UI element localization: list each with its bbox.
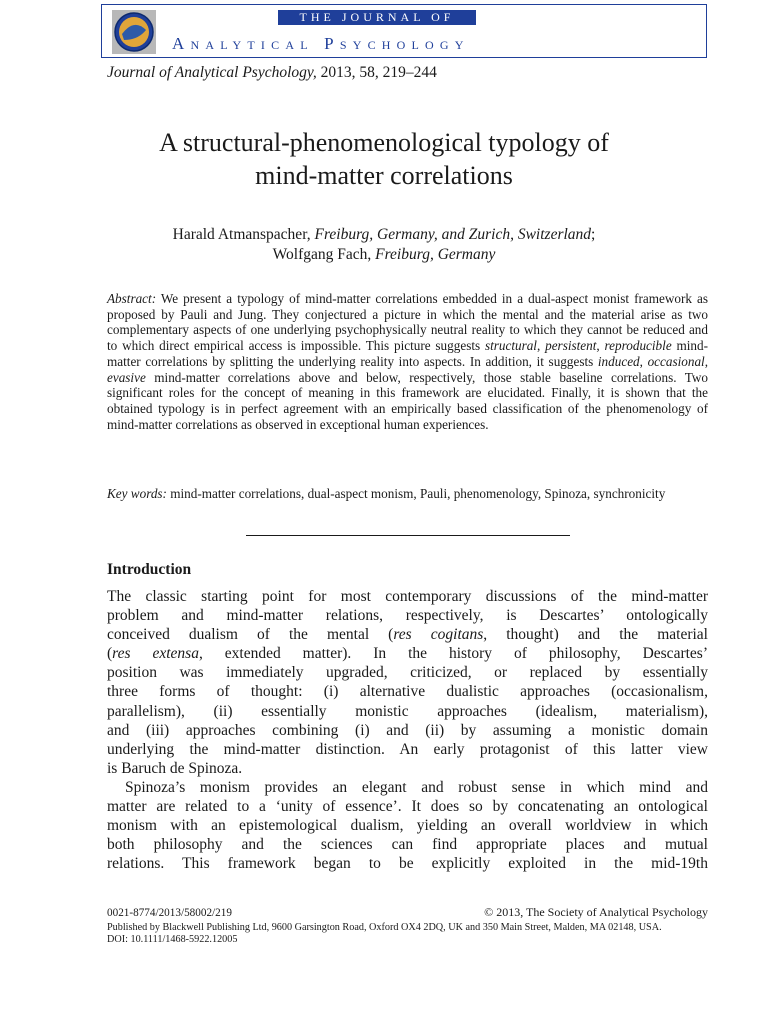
body-text: , thought) and the material [483,626,708,644]
body-line: underlying the mind-matter distinction. An early protagonist of this latter view [107,740,708,758]
body-term: res extensa [112,645,199,663]
body-line: three forms of thought: (i) alternative dualistic approaches (occasionalism, [107,683,708,701]
abstract-text: , [536,338,546,354]
publisher-info [107,922,717,945]
citation-details: 2013, 58, 219–244 [316,64,437,81]
abstract-text: , [639,353,648,369]
doi: DOI: 10.1111/1468-5922.12005 [107,933,238,945]
abstract-label: Abstract: [107,291,157,306]
paragraph-2 [107,778,708,873]
author-separator: ; [591,226,596,243]
body-text: , extended matter). In the history of philosophy, Descartes’ [198,645,708,663]
abstract-text: mind-matter correlations by splitting the underlying reality into aspects. In addition, it suggests [107,338,709,369]
body-line: Spinoza’s monism provides an elegant and robust sense in which mind and [125,778,708,796]
body-line: and (iii) approaches combining (i) and (ii) by assuming a monistic domain [107,721,708,739]
abstract-term: evasive [107,369,146,385]
author-1: Harald Atmanspacher, [172,226,311,243]
authors [60,225,708,265]
issn-code: 0021-8774/2013/58002/219 [107,907,232,919]
abstract-text: , [596,338,605,354]
body-line: monism with an epistemological dualism, yielding an overall worldview in which [107,817,708,835]
citation-line [107,63,707,83]
title-line-2: mind-matter correlations [255,161,513,190]
body-line [107,644,708,663]
body-line: matter are related to a ‘unity of essence’. It does so by concatenating an ontological [107,798,708,816]
body-line: relations. This framework began to be explicitly exploited in the mid-19th [107,855,708,873]
title-line-1: A structural-phenomenological typology of [159,128,609,157]
body-text: conceived dualism of the mental ( [107,626,394,644]
body-text [107,587,708,873]
keywords [107,486,708,502]
abstract [107,291,708,432]
paragraph-1 [107,587,708,778]
body-line: position was immediately upgraded, criticized, or replaced by essentially [107,664,708,682]
body-line [107,625,708,644]
body-term: res cogitans [393,626,484,644]
body-line: both philosophy and the sciences can find appropriate places and mutual [107,836,708,854]
keywords-text: mind-matter correlations, dual-aspect monism, Pauli, phenomenology, Spinoza, synchronicity [166,486,666,501]
abstract-text: mind-matter correlations above and below, respectively, those stable baseline correlations. Two significant roles for the concept of meaning in this framework are elucidated. Finally, it is shown that the obtained typology is in perfect agreement with an empirically based classification of the phenomenology of mind-matter correlations as observed in exceptional human experiences. [107,369,708,432]
author-2: Wolfgang Fach, [272,246,372,263]
abstract-text: , [704,353,709,369]
journal-name: Analytical Psychology [172,34,470,53]
body-line: is Baruch de Spinoza. [107,759,243,777]
article-title [60,126,708,192]
abstract-term: reproducible [604,338,672,354]
abstract-term: structural [484,338,537,354]
abstract-term: occasional [647,353,705,369]
body-line: parallelism), (ii) essentially monistic approaches (idealism, materialism), [107,702,708,720]
body-text: ( [107,645,113,663]
copyright-notice: © 2013, The Society of Analytical Psychology [484,905,708,919]
citation-journal: Journal of Analytical Psychology, [107,64,317,81]
globe-seal-icon [112,10,156,54]
author-2-affiliation: Freiburg, Germany [371,246,496,263]
keywords-label: Key words: [107,486,167,501]
body-line: problem and mind-matter relations, respectively, is Descartes’ ontologically [107,607,708,625]
section-divider [246,535,570,536]
section-heading: Introduction [107,561,192,578]
body-line: The classic starting point for most contemporary discussions of the mind-matter [107,588,708,605]
journal-band: THE JOURNAL OF [278,10,476,25]
abstract-text: We present a typology of mind-matter correlations embedded in a dual-aspect monist framework as proposed by Pauli and Jung. They conjectured a picture in which the mental and the material arise as two complementary aspects of one underlying psychophysically neutral reality to which they cannot be reduced and to which direct empirical access is impossible. This picture suggests [107,291,708,354]
publisher-address: Published by Blackwell Publishing Ltd, 9600 Garsington Road, Oxford OX4 2DQ, UK and 350 Main Street, Malden, MA 02148, USA. [107,922,662,933]
abstract-term: induced [597,353,640,369]
abstract-term: persistent [545,338,597,354]
journal-masthead [101,4,707,58]
author-1-affiliation: Freiburg, Germany, and Zurich, Switzerland [310,226,592,243]
